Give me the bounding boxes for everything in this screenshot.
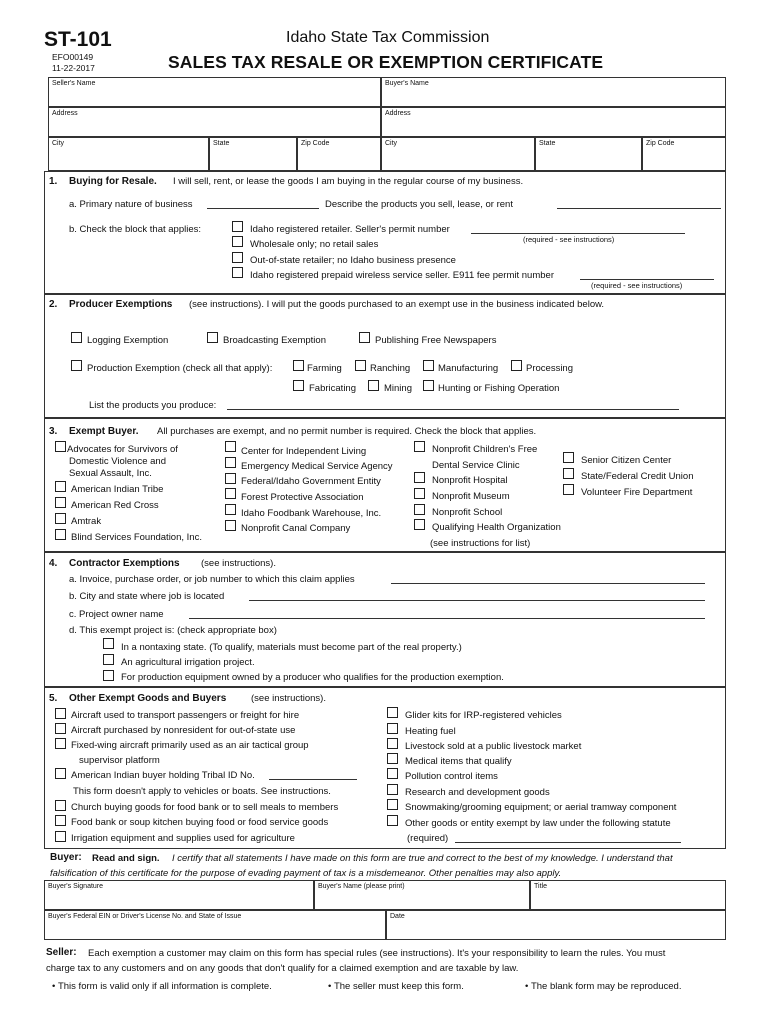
church-food-bank-checkbox[interactable] <box>55 800 66 811</box>
production-equipment-checkbox[interactable] <box>103 670 114 681</box>
pollution-control-label: Pollution control items <box>405 771 498 782</box>
canal-company-label: Nonprofit Canal Company <box>241 523 351 534</box>
out-of-state-checkbox[interactable] <box>232 252 243 263</box>
forest-protective-checkbox[interactable] <box>225 488 236 499</box>
glider-kits-label: Glider kits for IRP-registered vehicles <box>405 710 562 721</box>
manufacturing-label: Manufacturing <box>438 363 499 374</box>
section-3-intro: All purchases are exempt, and no permit number is required. Check the block that applies. <box>157 426 537 437</box>
bullet-valid: • This form is valid only if all information is complete. <box>52 981 272 992</box>
ranching-checkbox[interactable] <box>355 360 366 371</box>
senior-center-checkbox[interactable] <box>563 452 574 463</box>
blind-services-checkbox[interactable] <box>55 529 66 540</box>
section-2-producer <box>44 294 726 418</box>
aircraft-hire-checkbox[interactable] <box>55 708 66 719</box>
seller-state-label: State <box>213 140 230 147</box>
section-2-intro: (see instructions). I will put the goods purchased to an exempt use in the business indicated below. <box>189 299 605 310</box>
farming-checkbox[interactable] <box>293 360 304 371</box>
job-location-label: b. City and state where job is located <box>69 591 225 602</box>
out-of-state-label: Out-of-state retailer; no Idaho business presence <box>250 255 456 266</box>
section-5-heading: Other Exempt Goods and Buyers <box>69 693 227 704</box>
forest-protective-label: Forest Protective Association <box>241 492 364 503</box>
buyer-date-label: Date <box>390 913 405 920</box>
aircraft-nonresident-label: Aircraft purchased by nonresident for out-of-state use <box>71 725 296 736</box>
buyer-name-label: Buyer's Name <box>385 80 429 87</box>
nonprofit-hospital-checkbox[interactable] <box>414 472 425 483</box>
buyer-certification-1: I certify that all statements I have made on this form are true and correct to the best of my knowledge. I understand that <box>172 853 673 864</box>
products-produced-input[interactable] <box>227 409 679 410</box>
buyer-title-label: Title <box>534 883 547 890</box>
broadcasting-label: Broadcasting Exemption <box>223 335 326 346</box>
section-3-exempt-buyer <box>44 418 726 552</box>
seller-zip-label: Zip Code <box>301 140 330 147</box>
buyer-zip-label: Zip Code <box>646 140 675 147</box>
advocates-checkbox[interactable] <box>55 441 66 452</box>
independent-living-label: Center for Independent Living <box>241 446 367 457</box>
buyer-date-field[interactable] <box>386 910 726 940</box>
wholesale-label: Wholesale only; no retail sales <box>250 239 379 250</box>
nontaxing-state-label: In a nontaxing state. (To qualify, materials must become part of the real property.) <box>121 642 462 653</box>
buyer-title-field[interactable] <box>530 880 726 910</box>
church-food-bank-label: Church buying goods for food bank or to sell meals to members <box>71 802 339 813</box>
government-entity-label: Federal/Idaho Government Entity <box>241 476 381 487</box>
indian-tribe-checkbox[interactable] <box>55 481 66 492</box>
livestock-label: Livestock sold at a public livestock market <box>405 741 582 752</box>
retailer-checkbox[interactable] <box>232 221 243 232</box>
section-1-intro: I will sell, rent, or lease the goods I am buying in the regular course of my business. <box>173 176 524 187</box>
heating-fuel-checkbox[interactable] <box>387 723 398 734</box>
seller-instructions-2: charge tax to any customers and on any goods that don't qualify for a claimed exemption and are taxable by law. <box>46 963 519 974</box>
buyer-address-label: Address <box>385 110 411 117</box>
seller-address-field[interactable] <box>48 107 381 137</box>
red-cross-checkbox[interactable] <box>55 497 66 508</box>
buyer-zip-field[interactable] <box>642 137 726 171</box>
section-1-resale <box>44 171 726 294</box>
section-5-number: 5. <box>49 693 58 704</box>
project-owner-input[interactable] <box>189 618 705 619</box>
amtrak-label: Amtrak <box>71 516 102 527</box>
dental-clinic-checkbox[interactable] <box>414 441 425 452</box>
job-number-label: a. Invoice, purchase order, or job number to which this claim applies <box>69 574 355 585</box>
seller-name-field[interactable] <box>48 77 381 107</box>
seller-city-field[interactable] <box>48 137 209 171</box>
products-description-input[interactable] <box>557 208 721 209</box>
buyer-city-label: City <box>385 140 398 147</box>
ranching-label: Ranching <box>370 363 411 374</box>
retailer-label: Idaho registered retailer. Seller's permit number <box>250 224 450 235</box>
tribal-id-label: American Indian buyer holding Tribal ID No. <box>71 770 255 781</box>
aircraft-nonresident-checkbox[interactable] <box>55 723 66 734</box>
publishing-checkbox[interactable] <box>359 332 370 343</box>
bullet-reproduce: • The blank form may be reproduced. <box>525 981 682 992</box>
exempt-project-label: d. This exempt project is: (check appropriate box) <box>69 625 277 636</box>
irrigation-equipment-checkbox[interactable] <box>55 831 66 842</box>
blind-services-label: Blind Services Foundation, Inc. <box>71 532 202 543</box>
buyer-signature-field[interactable] <box>44 880 314 910</box>
livestock-checkbox[interactable] <box>387 738 398 749</box>
buyer-print-name-label: Buyer's Name (please print) <box>318 883 405 890</box>
buyer-sign-instruction: Read and sign. <box>92 853 160 864</box>
research-development-checkbox[interactable] <box>387 784 398 795</box>
health-organization-note: (see instructions for list) <box>430 538 531 549</box>
wholesale-checkbox[interactable] <box>232 236 243 247</box>
buyer-ein-field[interactable] <box>44 910 386 940</box>
hunting-fishing-checkbox[interactable] <box>423 380 434 391</box>
nonprofit-school-label: Nonprofit School <box>432 507 503 518</box>
tribal-id-checkbox[interactable] <box>55 768 66 779</box>
e911-permit-input[interactable] <box>580 279 714 280</box>
snowmaking-checkbox[interactable] <box>387 799 398 810</box>
buyer-certification-2: falsification of this certificate for the purpose of evading payment of tax is a misdemeanor. Other penalties may also apply. <box>50 868 562 879</box>
section-1-number: 1. <box>49 176 58 187</box>
buyer-name-field[interactable] <box>381 77 726 107</box>
aircraft-hire-label: Aircraft used to transport passengers or freight for hire <box>71 710 300 721</box>
credit-union-checkbox[interactable] <box>563 468 574 479</box>
section-5-other-exempt <box>44 687 726 849</box>
seller-zip-field[interactable] <box>297 137 381 171</box>
project-owner-label: c. Project owner name <box>69 609 164 620</box>
nonprofit-hospital-label: Nonprofit Hospital <box>432 475 508 486</box>
research-development-label: Research and development goods <box>405 787 550 798</box>
form-revision-date: 11-22-2017 <box>52 63 95 73</box>
logging-label: Logging Exemption <box>87 335 169 346</box>
production-label: Production Exemption (check all that apply): <box>87 363 273 374</box>
medical-items-checkbox[interactable] <box>387 753 398 764</box>
other-goods-checkbox[interactable] <box>387 815 398 826</box>
irrigation-project-label: An agricultural irrigation project. <box>121 657 255 668</box>
seller-permit-input[interactable] <box>471 233 685 234</box>
heating-fuel-label: Heating fuel <box>405 726 456 737</box>
processing-label: Processing <box>526 363 573 374</box>
publishing-label: Publishing Free Newspapers <box>375 335 497 346</box>
section-4-intro: (see instructions). <box>201 558 276 569</box>
permit-required-note: (required - see instructions) <box>523 235 615 244</box>
snowmaking-label: Snowmaking/grooming equipment; or aerial tramway component <box>405 802 677 813</box>
fabricating-label: Fabricating <box>309 383 356 394</box>
broadcasting-checkbox[interactable] <box>207 332 218 343</box>
seller-state-field[interactable] <box>209 137 297 171</box>
nontaxing-state-checkbox[interactable] <box>103 638 114 649</box>
seller-address-label: Address <box>52 110 78 117</box>
statute-input[interactable] <box>455 842 681 843</box>
check-block-label: b. Check the block that applies: <box>69 224 202 235</box>
production-equipment-label: For production equipment owned by a producer who qualifies for the production exemption. <box>121 672 504 683</box>
foodbank-warehouse-checkbox[interactable] <box>225 504 236 515</box>
agency-name: Idaho State Tax Commission <box>286 29 490 46</box>
advocates-label: Advocates for Survivors of <box>67 444 178 455</box>
glider-kits-checkbox[interactable] <box>387 707 398 718</box>
form-code-id: EFO00149 <box>52 52 94 62</box>
tribal-id-input[interactable] <box>269 779 357 780</box>
processing-checkbox[interactable] <box>511 360 522 371</box>
section-5-intro: (see instructions). <box>251 693 326 704</box>
buyer-signature-label: Buyer's Signature <box>48 883 104 890</box>
job-number-input[interactable] <box>391 583 705 584</box>
fixed-wing-label-2: supervisor platform <box>79 755 160 766</box>
vehicles-note: This form doesn't apply to vehicles or boats. See instructions. <box>73 786 331 797</box>
buyer-state-label: State <box>539 140 556 147</box>
fire-department-label: Volunteer Fire Department <box>581 487 693 498</box>
section-4-contractor <box>44 552 726 687</box>
dental-clinic-label: Nonprofit Children's Free <box>432 444 538 455</box>
fabricating-checkbox[interactable] <box>293 380 304 391</box>
health-organization-label: Qualifying Health Organization <box>432 522 561 533</box>
nonprofit-museum-checkbox[interactable] <box>414 488 425 499</box>
prepaid-wireless-label: Idaho registered prepaid wireless service seller. E911 fee permit number <box>250 270 554 281</box>
nonprofit-school-checkbox[interactable] <box>414 504 425 515</box>
section-3-heading: Exempt Buyer. <box>69 426 139 437</box>
seller-name-label: Seller's Name <box>52 80 96 87</box>
seller-heading: Seller: <box>46 947 77 958</box>
government-entity-checkbox[interactable] <box>225 473 236 484</box>
buyer-print-name-field[interactable] <box>314 880 530 910</box>
section-3-number: 3. <box>49 426 58 437</box>
soup-kitchen-label: Food bank or soup kitchen buying food or food service goods <box>71 817 329 828</box>
advocates-label-3: Sexual Assault, Inc. <box>69 468 152 479</box>
section-2-heading: Producer Exemptions <box>69 299 173 310</box>
senior-center-label: Senior Citizen Center <box>581 455 672 466</box>
ems-agency-checkbox[interactable] <box>225 457 236 468</box>
nature-of-business-label: a. Primary nature of business <box>69 199 193 210</box>
section-2-number: 2. <box>49 299 58 310</box>
mining-label: Mining <box>384 383 412 394</box>
bullet-valid-text: This form is valid only if all information is complete. <box>57 981 272 992</box>
medical-items-label: Medical items that qualify <box>405 756 512 767</box>
ems-agency-label: Emergency Medical Service Agency <box>241 461 393 472</box>
other-goods-label: Other goods or entity exempt by law under the following statute <box>405 818 671 829</box>
advocates-label-2: Domestic Violence and <box>69 456 166 467</box>
form-code <box>52 52 95 74</box>
fixed-wing-label: Fixed-wing aircraft primarily used as an air tactical group <box>71 740 309 751</box>
buyer-city-field[interactable] <box>381 137 535 171</box>
buyer-state-field[interactable] <box>535 137 642 171</box>
e911-required-note: (required - see instructions) <box>591 281 683 290</box>
irrigation-equipment-label: Irrigation equipment and supplies used for agriculture <box>71 833 295 844</box>
health-organization-checkbox[interactable] <box>414 519 425 530</box>
farming-label: Farming <box>307 363 342 374</box>
buyer-heading: Buyer: <box>50 852 82 863</box>
irrigation-project-checkbox[interactable] <box>103 654 114 665</box>
section-4-number: 4. <box>49 558 58 569</box>
statute-required-label: (required) <box>407 833 449 844</box>
production-checkbox[interactable] <box>71 360 82 371</box>
products-description-label: Describe the products you sell, lease, or rent <box>325 199 513 210</box>
foodbank-warehouse-label: Idaho Foodbank Warehouse, Inc. <box>241 508 382 519</box>
buyer-address-field[interactable] <box>381 107 726 137</box>
section-4-heading: Contractor Exemptions <box>69 558 180 569</box>
nature-of-business-input[interactable] <box>207 208 319 209</box>
amtrak-checkbox[interactable] <box>55 513 66 524</box>
independent-living-checkbox[interactable] <box>225 441 236 452</box>
mining-checkbox[interactable] <box>368 380 379 391</box>
credit-union-label: State/Federal Credit Union <box>581 471 694 482</box>
buyer-ein-label: Buyer's Federal EIN or Driver's License No. and State of Issue <box>48 913 242 920</box>
red-cross-label: American Red Cross <box>71 500 159 511</box>
hunting-fishing-label: Hunting or Fishing Operation <box>438 383 560 394</box>
logging-checkbox[interactable] <box>71 332 82 343</box>
bullet-reproduce-text: The blank form may be reproduced. <box>530 981 682 992</box>
job-location-input[interactable] <box>249 600 705 601</box>
nonprofit-museum-label: Nonprofit Museum <box>432 491 510 502</box>
soup-kitchen-checkbox[interactable] <box>55 815 66 826</box>
manufacturing-checkbox[interactable] <box>423 360 434 371</box>
pollution-control-checkbox[interactable] <box>387 768 398 779</box>
fire-department-checkbox[interactable] <box>563 484 574 495</box>
prepaid-wireless-checkbox[interactable] <box>232 267 243 278</box>
bullet-keep: • The seller must keep this form. <box>328 981 464 992</box>
list-products-label: List the products you produce: <box>89 400 217 411</box>
dental-clinic-label-2: Dental Service Clinic <box>432 460 520 471</box>
canal-company-checkbox[interactable] <box>225 520 236 531</box>
bullet-keep-text: The seller must keep this form. <box>333 981 464 992</box>
fixed-wing-checkbox[interactable] <box>55 738 66 749</box>
section-1-heading: Buying for Resale. <box>69 176 157 187</box>
seller-instructions-1: Each exemption a customer may claim on this form has special rules (see instructions). It's your responsibility to learn the rules. You must <box>88 948 666 959</box>
seller-city-label: City <box>52 140 65 147</box>
page-title: SALES TAX RESALE OR EXEMPTION CERTIFICATE <box>168 52 604 72</box>
indian-tribe-label: American Indian Tribe <box>71 484 164 495</box>
form-number: ST-101 <box>44 28 112 51</box>
